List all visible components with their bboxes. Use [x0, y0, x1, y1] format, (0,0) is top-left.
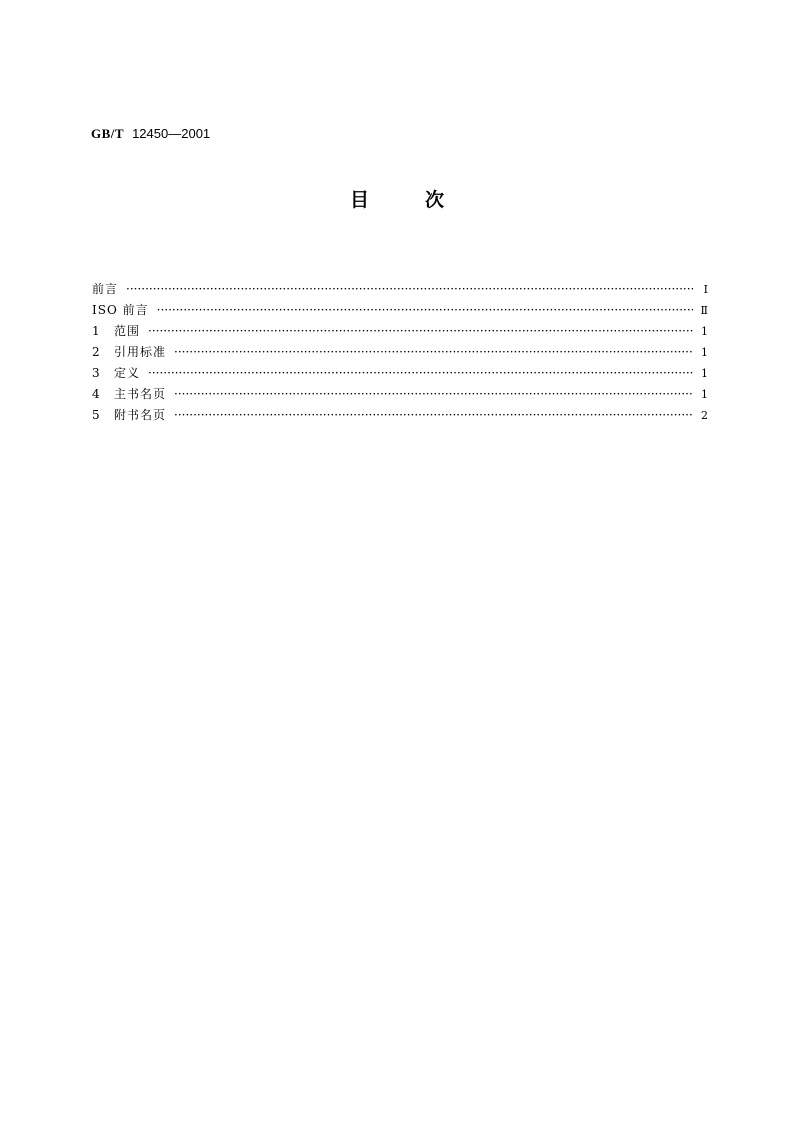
toc-entry-label: 范围 [114, 324, 141, 338]
toc-title-char-1: 目 [349, 189, 369, 211]
toc-entry-iso-foreword[interactable] [92, 302, 708, 323]
toc-page-number: 1 [701, 346, 708, 359]
toc-leader-dots [174, 407, 693, 423]
standard-prefix: GB/T [91, 126, 125, 141]
toc-entry-normative-references[interactable] [92, 344, 708, 365]
toc-page-number: Ⅱ [700, 304, 708, 317]
toc-entry-scope[interactable] [92, 323, 708, 344]
toc-entry-half-title-page[interactable] [92, 407, 708, 428]
standard-number: 12450—2001 [132, 126, 211, 141]
toc-leader-dots [174, 386, 693, 402]
toc-page-number: 1 [701, 325, 708, 338]
toc-entry-definitions[interactable] [92, 365, 708, 386]
toc-entry-foreword[interactable] [92, 281, 708, 302]
toc-entry-number: 5 [92, 408, 100, 422]
toc-entry-label: 主书名页 [114, 387, 167, 401]
toc-entry-label: ISO 前言 [92, 303, 149, 317]
toc-entry-label: 引用标准 [114, 345, 167, 359]
toc-page-number: 1 [701, 367, 708, 380]
toc-leader-dots [126, 281, 693, 297]
toc-entry-label: 定义 [114, 366, 141, 380]
toc-page-number: 2 [701, 409, 708, 422]
toc-leader-dots [174, 344, 693, 360]
toc-entry-number: 1 [92, 324, 100, 338]
toc-entry-number: 4 [92, 387, 100, 401]
toc-title-char-2: 次 [425, 189, 445, 211]
toc-leader-dots [148, 323, 693, 339]
toc-page-number: 1 [701, 388, 708, 401]
toc-entry-label: 附书名页 [114, 408, 167, 422]
toc-title [0, 187, 794, 213]
table-of-contents [92, 281, 708, 428]
toc-entry-title-page[interactable] [92, 386, 708, 407]
toc-entry-number: 2 [92, 345, 100, 359]
toc-entry-label: 前言 [92, 282, 119, 296]
toc-leader-dots [157, 302, 693, 318]
standard-code [91, 125, 210, 144]
toc-leader-dots [148, 365, 693, 381]
toc-entry-number: 3 [92, 366, 100, 380]
toc-page-number: Ⅰ [703, 283, 708, 296]
